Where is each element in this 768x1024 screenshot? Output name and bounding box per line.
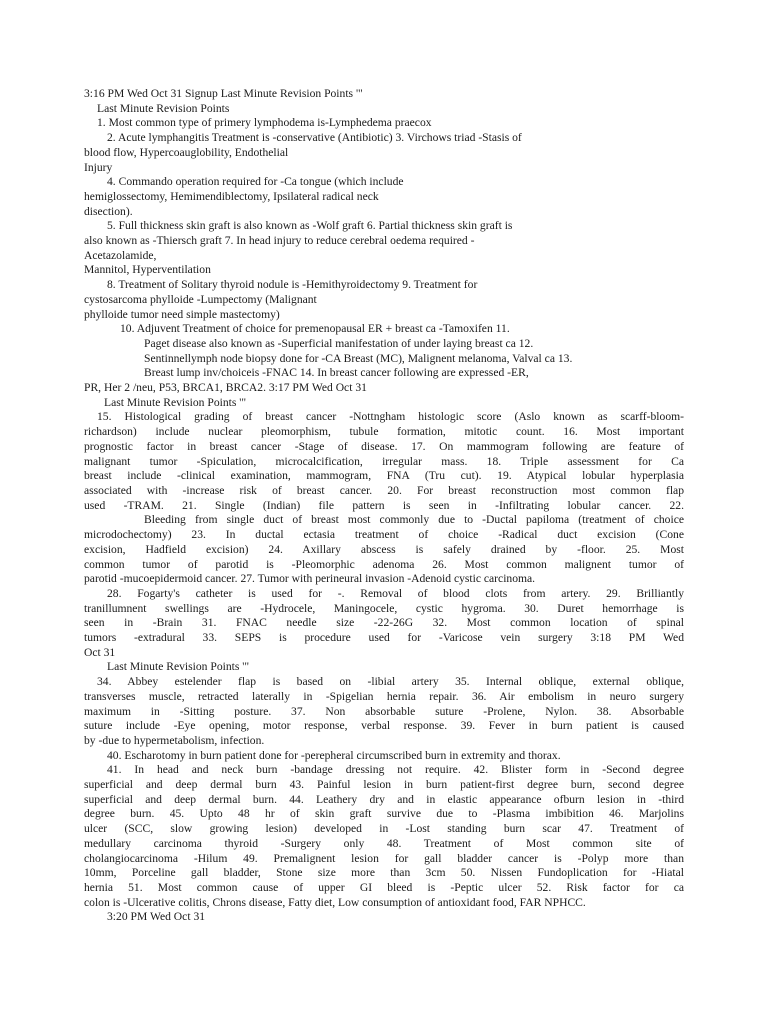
text-line: superficial and deep dermal burn 43. Painful lesion in burn patient-first degree burn, second degree	[84, 778, 684, 792]
text-line: suture include -Eye opening, motor response, verbal response. 39. Fever in burn patient is caused	[84, 719, 684, 733]
text-line: degree burn. 45. Upto 48 hr of skin graft survive due to -Plasma imbibition 46. Marjolins	[84, 807, 684, 821]
text-line: disection).	[84, 204, 133, 218]
text-line: microdochectomy) 23. In ductal ectasia treatment of choice -Radical duct excision (Cone	[84, 528, 684, 542]
text-line: Paget disease also known as -Superficial manifestation of under laying breast ca 12.	[144, 336, 534, 350]
text-line: colon is -Ulcerative colitis, Chrons disease, Fatty diet, Low consumption of antioxidant food, FAR NPHCC.	[84, 895, 586, 909]
text-line: breast include -clinical examination, mammogram, FNA (Tru cut). 19. Atypical lobular hyperplasia	[84, 469, 684, 483]
text-line: 40. Escharotomy in burn patient done for -perepheral circumscribed burn in extremity and thorax.	[107, 748, 561, 762]
text-line: common tumor of parotid is -Pleomorphic adenoma 26. Most common malignent tumor of	[84, 557, 684, 571]
text-line: Last Minute Revision Points '"	[104, 395, 247, 409]
text-line: ulcer (SCC, slow growing lesion) developed in -Lost standing burn scar 47. Treatment of	[84, 822, 684, 836]
text-line: 1. Most common type of primery lymphodema is-Lymphedema praecox	[97, 116, 432, 130]
text-line: 5. Full thickness skin graft is also known as -Wolf graft 6. Partial thickness skin graft is	[107, 219, 513, 233]
text-line: Oct 31	[84, 645, 116, 659]
text-line: Last Minute Revision Points '"	[107, 660, 250, 674]
text-line: also known as -Thiersch graft 7. In head injury to reduce cerebral oedema required -	[84, 234, 475, 248]
text-line: Breast lump inv/choiceis -FNAC 14. In breast cancer following are expressed -ER,	[144, 366, 529, 380]
document-page	[84, 87, 684, 925]
text-line: richardson) include nuclear pleomorphism, tubule formation, mitotic count. 16. Most important	[84, 425, 684, 439]
text-line: excision, Hadfield excision) 24. Axillary abscess is safely drained by -floor. 25. Most	[84, 542, 684, 556]
text-line: 10mm, Porceline gall bladder, Stone size more than 3cm 50. Nissen Fundoplication for -Hiatal	[84, 866, 684, 880]
text-line: superficial and deep dermal burn. 44. Leathery dry and in elastic appearance ofburn lesion in -third	[84, 792, 684, 806]
text-line: 4. Commando operation required for -Ca tongue (which include	[107, 175, 404, 189]
text-line: 2. Acute lymphangitis Treatment is -conservative (Antibiotic) 3. Virchows triad -Stasis of	[107, 131, 522, 145]
text-line: PR, Her 2 /neu, P53, BRCA1, BRCA2. 3:17 PM Wed Oct 31	[84, 381, 367, 395]
text-line: tranillumnent swellings are -Hydrocele, Maningocele, cystic hygroma. 30. Duret hemorrhage is	[84, 601, 684, 615]
text-line: by -due to hypermetabolism, infection.	[84, 733, 265, 747]
text-line: seen in -Brain 31. FNAC needle size -22-26G 32. Most common location of spinal	[84, 616, 684, 630]
text-line: 34. Abbey estelender flap is based on -libial artery 35. Internal oblique, external oblique,	[97, 675, 684, 689]
text-line: 15. Histological grading of breast cancer -Nottngham histologic score (Aslo known as scarff-bloom-	[97, 410, 684, 424]
text-line: 10. Adjuvent Treatment of choice for premenopausal ER + breast ca -Tamoxifen 11.	[120, 322, 510, 336]
text-line: tumors -extradural 33. SEPS is procedure used for -Varicose vein surgery 3:18 PM Wed	[84, 631, 684, 645]
text-line: transverses muscle, retracted laterally in -Spigelian hernia repair. 36. Air embolism in neuro surgery	[84, 689, 684, 703]
text-line: cystosarcoma phylloide -Lumpectomy (Malignant	[84, 292, 317, 306]
text-line: 3:20 PM Wed Oct 31	[107, 910, 206, 924]
text-line: 8. Treatment of Solitary thyroid nodule is -Hemithyroidectomy 9. Treatment for	[107, 278, 478, 292]
text-line: hemiglossectomy, Hemimendiblectomy, Ipsilateral radical neck	[84, 189, 379, 203]
text-line: cholangiocarcinoma -Hilum 49. Premalignent lesion for gall bladder cancer is -Polyp more than	[84, 851, 684, 865]
text-line: used -TRAM. 21. Single (Indian) file pattern is seen in -Infiltrating lobular cancer. 22.	[84, 498, 684, 512]
text-line: medullary carcinoma thyroid -Surgery only 48. Treatment of Most common site of	[84, 836, 684, 850]
text-line: blood flow, Hypercoauglobility, Endothelial	[84, 145, 289, 159]
text-line: associated with -increase risk of breast cancer. 20. For breast reconstruction most common flap	[84, 483, 684, 497]
text-line: maximum in -Sitting posture. 37. Non absorbable suture -Prolene, Nylon. 38. Absorbable	[84, 704, 684, 718]
text-line: Injury	[84, 160, 113, 174]
text-line: Last Minute Revision Points	[97, 101, 230, 115]
text-line: Mannitol, Hyperventilation	[84, 263, 211, 277]
text-line: 28. Fogarty's catheter is used for -. Removal of blood clots from artery. 29. Brilliantly	[107, 586, 684, 600]
text-line: 3:16 PM Wed Oct 31 Signup Last Minute Revision Points '"	[84, 87, 363, 100]
text-line: phylloide tumor need simple mastectomy)	[84, 307, 280, 321]
text-line: malignant tumor -Spiculation, microcalcification, irregular mass. 18. Triple assessment for Ca	[84, 454, 684, 468]
text-line: prognostic factor in breast cancer -Stage of disease. 17. On mammogram following are feature of	[84, 439, 684, 453]
text-line: hernia 51. Most common cause of upper GI bleed is -Peptic ulcer 52. Risk factor for ca	[84, 880, 684, 894]
text-line: 41. In head and neck burn -bandage dressing not require. 42. Blister form in -Second degree	[107, 763, 684, 777]
text-line: parotid -mucoepidermoid cancer. 27. Tumor with perineural invasion -Adenoid cystic carcinoma.	[84, 572, 536, 586]
text-line: Bleeding from single duct of breast most commonly due to -Ductal papiloma (treatment of choice	[144, 513, 684, 527]
text-line: Acetazolamide,	[84, 248, 157, 262]
text-line: Sentinnellymph node biopsy done for -CA Breast (MC), Malignent melanoma, Valval ca 13.	[144, 351, 573, 365]
